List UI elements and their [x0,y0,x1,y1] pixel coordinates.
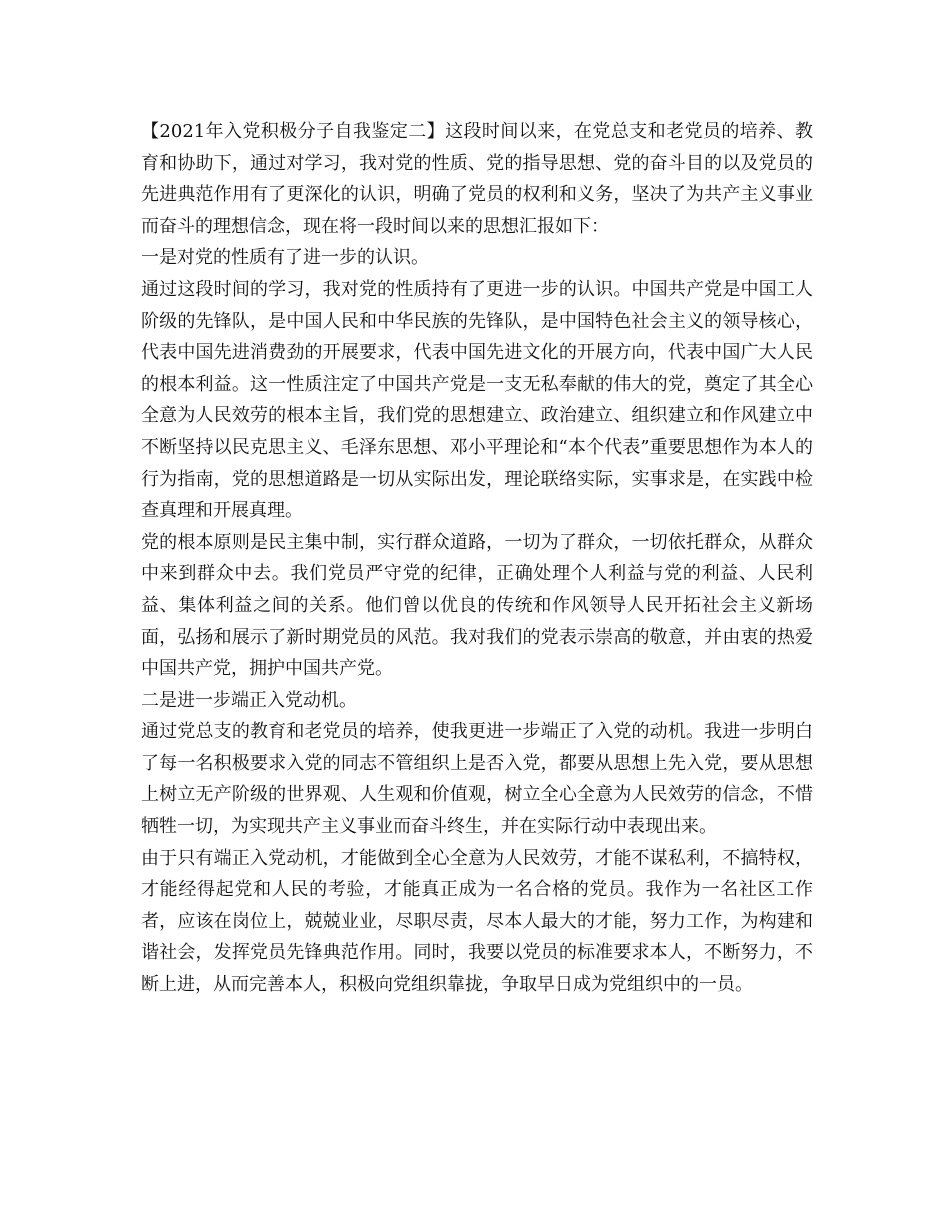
intro-paragraph: 【2021年入党积极分子自我鉴定二】这段时间以来，在党总支和老党员的培养、教育和协助下，通过对学习，我对党的性质、党的指导思想、党的奋斗目的以及党员的先进典范作用有了更深化的认识，明确了党员的权利和义务，坚决了为共产主义事业而奋斗的理想信念，现在将一段时间以来的思想汇报如下： [141,121,813,237]
section-heading-2: 二是进一步端正入党动机。 [141,689,357,711]
body-paragraph: 通过党总支的教育和老党员的培养，使我更进一步端正了入党的动机。我进一步明白了每一名积极要求入党的同志不管组织上是否入党，都要从思想上先入党，要从思想上树立无产阶级的世界观、人生观和价值观，树立全心全意为人民效劳的信念，不惜牺牲一切，为实现共产主义事业而奋斗终生，并在实际行动中表现出来。 [141,721,813,838]
body-paragraph: 通过这段时间的学习，我对党的性质持有了更进一步的认识。中国共产党是中国工人阶级的先锋队，是中国人民和中华民族的先锋队，是中国特色社会主义的领导核心，代表中国先进消费劲的开展要求，代表中国先进文化的开展方向，代表中国广大人民的根本利益。这一性质注定了中国共产党是一支无私奉献的伟大的党，奠定了其全心全意为人民效劳的根本主旨，我们党的思想建立、政治建立、组织建立和作风建立中不断坚持以民克思主义、毛泽东思想、邓小平理论和“本个代表”重要思想作为本人的行为指南，党的思想道路是一切从实际出发，理论联络实际，实事求是，在实践中检查真理和开展真理。 [141,278,813,522]
document-body [141,116,813,1001]
section-heading-1: 一是对党的性质有了进一步的认识。 [141,247,429,269]
body-paragraph: 由于只有端正入党动机，才能做到全心全意为人民效劳，才能不谋私利，不搞特权，才能经得起党和人民的考验，才能真正成为一名合格的党员。我作为一名社区工作者，应该在岗位上，兢兢业业，尽职尽责，尽本人最大的才能，努力工作，为构建和谐社会，发挥党员先锋典范作用。同时，我要以党员的标准要求本人，不断努力，不断上进，从而完善本人，积极向党组织靠拢，争取早日成为党组织中的一员。 [141,847,813,996]
body-paragraph: 党的根本原则是民主集中制，实行群众道路，一切为了群众，一切依托群众，从群众中来到群众中去。我们党员严守党的纪律，正确处理个人利益与党的利益、人民利益、集体利益之间的关系。他们曾以优良的传统和作风领导人民开拓社会主义新场面，弘扬和展示了新时期党员的风范。我对我们的党表示崇高的敬意，并由衷的热爱中国共产党，拥护中国共产党。 [141,531,813,680]
